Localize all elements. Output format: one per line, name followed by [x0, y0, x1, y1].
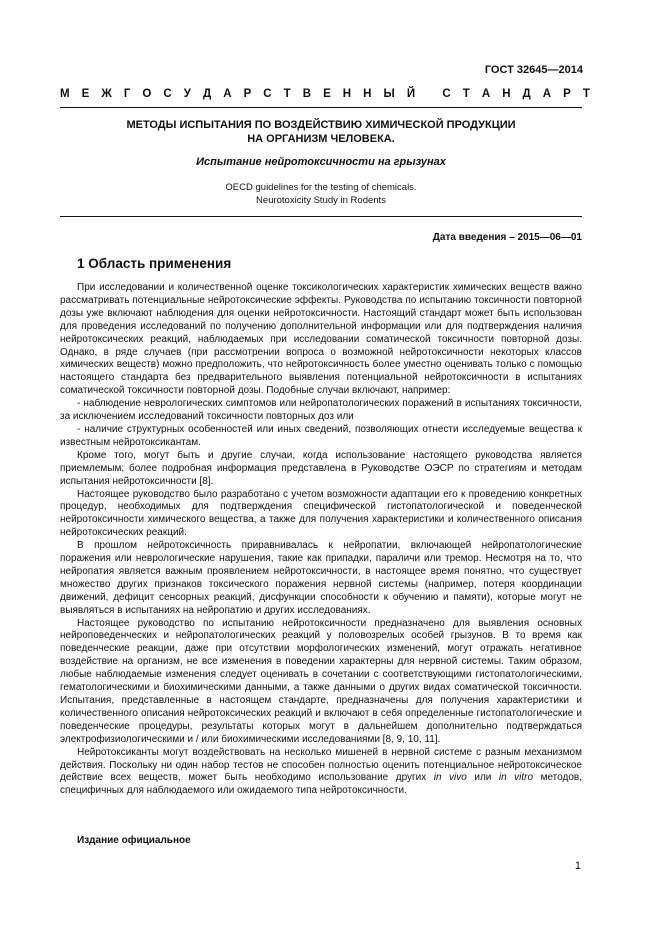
banner-letter: Ы — [383, 88, 395, 100]
paragraph — [60, 747, 582, 799]
document-subtitle: Испытание нейротоксичности на грызунах — [196, 156, 446, 168]
banner-letter: Г — [123, 88, 131, 100]
english-title-line-2: Neurotoxicity Study in Rodents — [256, 195, 386, 206]
italic-term: in vitro — [498, 772, 534, 784]
gost-year: 2014 — [558, 64, 583, 76]
list-item: - наличие структурных особенностей или иных сведений, позволяющих отнести исследуемые вещества к известным нейротоксикантам. — [60, 423, 582, 448]
gost-code: ГОСТ 32645 — [484, 64, 548, 76]
english-title — [60, 181, 582, 207]
title-rule — [60, 216, 582, 217]
banner-letter: Т — [462, 88, 470, 100]
section-heading: 1 Область применения — [77, 256, 232, 271]
italic-term: in vivo — [433, 772, 467, 784]
banner-letter: Р — [563, 88, 571, 100]
banner-letter: С — [163, 88, 172, 100]
banner-letter: Д — [202, 88, 212, 100]
banner-letter: Й — [406, 88, 416, 100]
banner-letter: Н — [363, 88, 372, 100]
banner-letter: С — [263, 88, 272, 100]
banner-letter: Е — [323, 88, 331, 100]
banner-letter: С — [442, 88, 451, 100]
banner-letter: Т — [283, 88, 291, 100]
title-line-1: МЕТОДЫ ИСПЫТАНИЯ ПО ВОЗДЕЙСТВИЮ ХИМИЧЕСКОЙ ПРОДУКЦИИ — [126, 119, 516, 131]
banner-letter: Н — [502, 88, 511, 100]
paragraph: При исследовании и количественной оценке токсикологических характеристик химических веществ важно рассматривать потенциальные нейротоксические эффекты. Руководства по испытанию токсичности повторной дозы уже включают наблюдения для оценки нейротоксичности. Настоящий стандарт может быть использован для проведения исследований по получению дополнительной информации или для подтверждения наличия нейротоксических реакций, наблюдаемых при исследовании соматической токсичности повторной дозы. Однако, в ряде случаев (при рассмотрении вопроса о возможной нейротоксичности некоторых классов химических веществ) можно предположить, что нейротоксичность более уместно оценивать только с помощью настоящего стандарта без предварительного выявления потенциальной нейротоксичности в испытаниях соматической токсичности повторной дозы. Подобные случаи включают, например: — [60, 282, 582, 397]
official-edition-label: Издание официальное — [77, 835, 191, 846]
text-run: Нейротоксиканты могут воздействовать на несколько мишеней в нервной системе с разным механизмом действия. Поскольку ни один набор тестов не способен полностью оценить потенциальное нейротоксическое действие всех веществ, может быть необходимо использование других — [60, 746, 582, 784]
title-line-2: НА ОРГАНИЗМ ЧЕЛОВЕКА. — [247, 133, 395, 145]
paragraph: В прошлом нейротоксичность приравнивалась к нейропатии, включающей нейропатологические поражения или неврологические нарушения, такие как припадки, параличи или тремор. Несмотря на то, что нейропатия является важным проявлением нейротоксичности, в настоящее время понятно, что существует множество других признаков токсического поражения нервной системы (например, потеря координации движений, дефицит сенсорных реакций, дисфункции способности к обучению и памяти), которые могут не выявляться в испытаниях на нейропатию и других исследованиях. — [60, 540, 582, 616]
text-run: методов, специфичных для наблюдаемого или ожидаемого типа нейротоксичности. — [60, 772, 582, 797]
banner-letter: В — [302, 88, 312, 100]
banner-letter: А — [481, 88, 491, 100]
introduction-date: Дата введения – 2015—06—01 — [432, 232, 582, 243]
banner-letter: Т — [582, 88, 590, 100]
banner-letter: Н — [342, 88, 352, 100]
banner-letter: Е — [81, 88, 90, 100]
banner-letter: О — [142, 88, 152, 100]
text-run: или — [466, 772, 499, 784]
banner-letter: У — [183, 88, 191, 100]
english-title-line-1: OECD guidelines for the testing of chemicals. — [225, 182, 417, 193]
paragraph: Кроме того, могут быть и другие случаи, когда использование настоящего руководства является приемлемым; более подробная информация представлена в Руководстве ОЭСР по стратегиям и методам испытания нейротоксичности [8]. — [60, 449, 582, 487]
banner-letter: Д — [522, 88, 531, 100]
banner-letter: А — [223, 88, 232, 100]
list-item: - наблюдение неврологических симптомов или нейропатологических поражений в испытаниях токсичности, за исключением исследований токсичности повторных доз или — [60, 398, 582, 423]
page-number: 1 — [574, 860, 581, 872]
section-body — [60, 282, 582, 798]
paragraph: Настоящее руководство по испытанию нейротоксичности предназначено для выявления основных нейроповеденческих и нейропатологических реакций у половозрелых особей грызунов. В то время как поведенческие реакции, даже при отсутствии морфологических изменений, могут отражать негативное воздействие на организм, не все изменения в поведении характерны для нервной системы. Таким образом, любые наблюдаемые изменения следует оценивать в сочетании с соответствующими гистопатологическими, гематологическими и биохимическими данными, а также данными о других видах соматической токсичности. Испытания, представленные в настоящем стандарте, предназначены для получения характеристики и количественного описания нейротоксических реакций и включают в себя определенные гистопатологические и поведенческие процедуры, результаты которых могут в дальнейшем дополнительно подтверждаться электрофизиологическими и / или биохимическими исследованиями [8, 9, 10, 11]. — [60, 617, 582, 745]
gost-separator: — — [547, 64, 559, 76]
banner-letter: М — [60, 88, 70, 100]
banner-letter: А — [542, 88, 552, 100]
gost-number — [485, 64, 583, 76]
banner-letter: Р — [243, 88, 252, 100]
interstate-standard-banner — [60, 88, 590, 100]
banner-gap — [427, 88, 430, 100]
banner-letter: Ж — [101, 88, 112, 100]
paragraph: Настоящее руководство было разработано с учетом возможности адаптации его к проведению конкретных процедур, необходимых для подтверждения специфической гистопатологической и поведенческой нейротоксичности химического вещества, а также для получения характеристики и количественного описания нейротоксических реакций. — [60, 488, 582, 539]
document-title — [60, 118, 582, 146]
header-rule — [60, 107, 582, 108]
